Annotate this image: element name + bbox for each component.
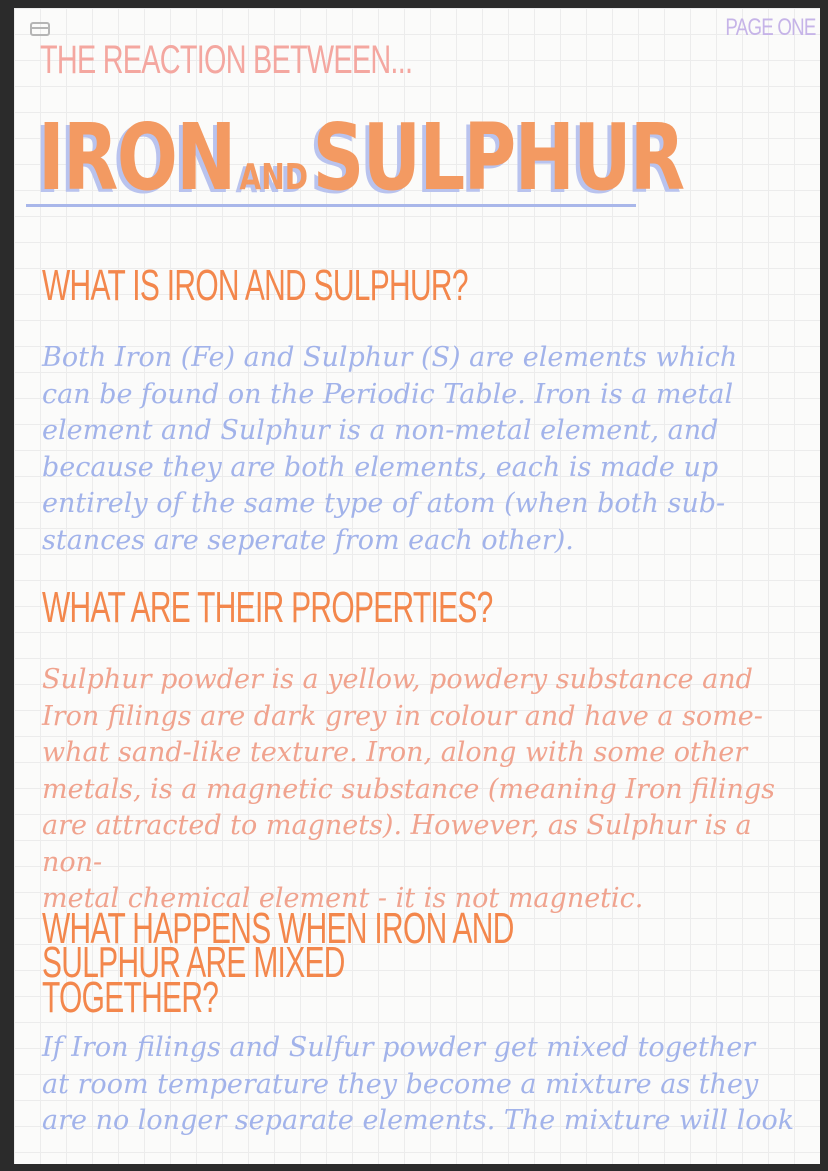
section-heading-what-is: WHAT IS IRON AND SULPHUR? bbox=[42, 261, 468, 310]
title-underline bbox=[26, 204, 636, 207]
page-label: PAGE ONE bbox=[725, 14, 816, 41]
section-heading-properties: WHAT ARE THEIR PROPERTIES? bbox=[42, 583, 493, 632]
pre-title: THE REACTION BETWEEN... bbox=[40, 38, 413, 82]
title-word-and: AND bbox=[239, 157, 309, 198]
section-text-what-is: Both Iron (Fe) and Sulphur (S) are elements which can be found on the Periodic Table. Iron is a metal element and Sulphur is a non-metal element, and because they are both elements, each is made up entirely of the same type of atom (when both sub- stances are seperate from each other). bbox=[42, 342, 738, 556]
window-icon bbox=[30, 22, 50, 36]
section-heading-mixed: WHAT HAPPENS WHEN IRON AND SULPHUR ARE MIXED TOGETHER? bbox=[42, 904, 514, 1022]
page-title bbox=[38, 104, 684, 211]
notebook-page bbox=[14, 8, 820, 1164]
section-text-properties: Sulphur powder is a yellow, powdery substance and Iron filings are dark grey in colour and have a some- what sand-like texture. Iron, along with some other metals, is a magnetic substance (meaning Iron filings are attracted to magnets). However, as Sulphur is a non- metal chemical element - it is not magnetic. bbox=[42, 664, 775, 914]
title-word-iron: IRON bbox=[38, 104, 235, 211]
section-text-mixed: If Iron filings and Sulfur powder get mixed together at room temperature they become a mixture as they are no longer separate elements. The mixture will look bbox=[42, 1032, 795, 1136]
title-word-sulphur: SULPHUR bbox=[312, 104, 684, 211]
